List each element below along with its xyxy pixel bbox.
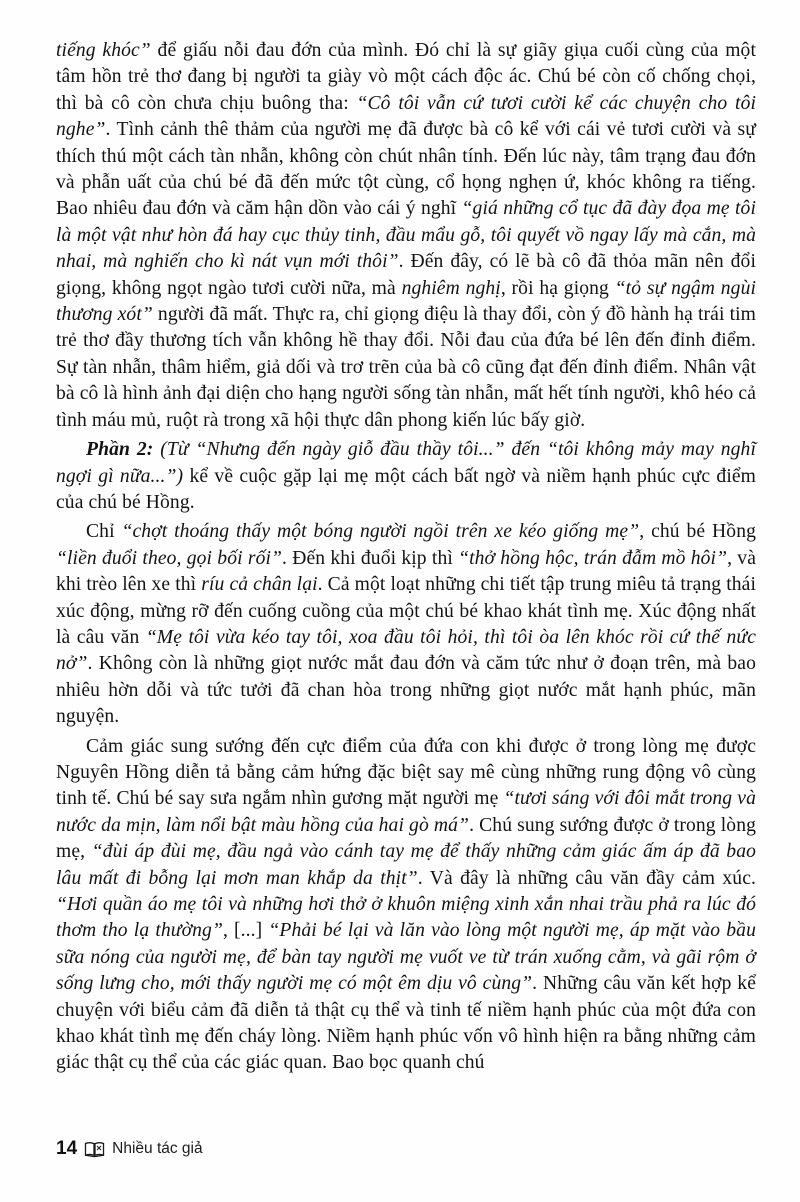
text-run: . Đến khi đuổi kịp thì	[282, 547, 459, 569]
text-run: “Cô tôi vẫn cứ tươi cười kể các chuyện cho tôi nghe”	[56, 92, 757, 141]
text-run: Phần 2:	[86, 439, 154, 461]
paragraph-2	[56, 437, 756, 516]
text-run: ríu cả chân lại	[201, 574, 318, 596]
text-run: . Những câu văn kết hợp kể chuyện với biểu cảm đã diễn tả thật cụ thể và tinh tế niềm hạnh phúc của một đứa con khao khát tình mẹ đến cháy lòng. Niềm hạnh phúc vốn vô hình hiện ra bằng những cảm giác thật cụ thể của các giác quan. Bao bọc quanh chú	[56, 973, 756, 1074]
text-run: . Đến đây, có lẽ bà cô đã thỏa mãn nên đổi giọng, không ngọt ngào tươi cười nữa, mà	[56, 251, 756, 299]
text-run: để giấu nỗi đau đớn của mình. Đó chỉ là sự giãy giụa cuối cùng của một tâm hồn trẻ thơ đang bị người ta giày vò một cách độc ác. Chú bé còn cố chống chọi, thì bà cô còn chưa chịu buông tha:	[56, 40, 756, 114]
text-run: “tươi sáng với đôi mắt trong và nước da mịn, làm nổi bật màu hồng của hai gò má”	[56, 788, 756, 836]
text-run: “thở hồng hộc, trán đẫm mồ hôi”	[458, 547, 728, 569]
text-run: Chỉ	[86, 521, 122, 543]
page-footer	[56, 1138, 203, 1160]
text-run: Cảm giác sung sướng đến cực điểm của đứa con khi được ở trong lòng mẹ được Nguyên Hồng diễn tả bằng cảm hứng đặc biệt say mê cùng những rung động vô cùng tinh tế. Chú bé say sưa ngắm nhìn gương mặt người mẹ	[56, 735, 756, 810]
text-run: . Cả một loạt những chi tiết tập trung miêu tả trạng thái xúc động, mừng rỡ đến cuống cuồng của một chú bé khao khát tình mẹ. Xúc động nhất là câu văn	[56, 574, 757, 648]
text-run: . Không còn là những giọt nước mắt đau đớn và căm tức như ở đoạn trên, mà bao nhiêu hờn dỗi và tức tưởi đã chan hòa trong những giọt nước mắt hạnh phúc, mãn nguyện.	[56, 653, 756, 728]
text-run: nghiêm nghị	[401, 277, 501, 299]
text-run: người đã mất. Thực ra, chỉ giọng điệu là thay đổi, còn ý đồ hành hạ trái tim trẻ thơ đầy thương tích vẫn không hề thay đổi. Nỗi đau của đứa bé lên đến đỉnh điểm. Sự tàn nhẫn, thâm hiểm, giả dối và trơ trẽn của bà cô cũng đạt đến đỉnh điểm. Nhân vật bà cô là hình ảnh đại diện cho hạng người sống tàn nhẫn, mất hết tính người, khô héo cả tình máu mủ, ruột rà trong xã hội thực dân phong kiến lúc bấy giờ.	[56, 304, 757, 431]
text-run: kể về cuộc gặp lại mẹ một cách bất ngờ và niềm hạnh phúc cực điểm của chú bé Hồng.	[56, 465, 757, 513]
text-run: (Từ “Nhưng đến ngày giỗ đầu thầy tôi...” đến “tôi không mảy may nghĩ ngợi gì nữa...”)	[56, 439, 756, 487]
page-body-text	[56, 38, 756, 1077]
text-run: “Hơi quần áo mẹ tôi và những hơi thở ở khuôn miệng xinh xắn nhai trầu phả ra lúc đó thơm tho lạ thường”	[56, 894, 756, 942]
text-run: , chú bé Hồng	[639, 521, 756, 543]
text-run: . Và đây là những câu văn đầy cảm xúc.	[417, 867, 756, 889]
text-run: . Tình cảnh thê thảm của người mẹ đã được bà cô kể với cái vẻ tươi cười và sự thích thú một cách tàn nhẫn, không còn chút nhân tính. Đến lúc này, tâm trạng đau đớn và phẫn uất của chú bé đã đến mức tột cùng, cổ họng nghẹn ứ, khóc không ra tiếng. Bao nhiêu đau đớn và căm hận dồn vào cái ý nghĩ	[56, 119, 756, 220]
text-run: , rồi hạ giọng	[500, 277, 615, 299]
footer-author-label: Nhiều tác giả	[112, 1140, 203, 1157]
text-run: . Chú sung sướng được ở trong lòng mẹ,	[56, 814, 756, 863]
paragraph-3	[56, 519, 756, 730]
text-run: “đùi áp đùi mẹ, đầu ngả vào cánh tay mẹ để thấy những cảm giác ấm áp đã bao lâu mất đi bỗng lại mơn man khắp da thịt”	[56, 841, 757, 889]
text-run: tiếng khóc”	[56, 40, 151, 61]
paragraph-1	[56, 38, 756, 434]
text-run: , [...]	[222, 920, 269, 942]
text-run: “giá những cổ tục đã đày đọa mẹ tôi là một vật như hòn đá hay cục thủy tinh, đầu mẩu gỗ, tôi quyết vồ ngay lấy mà cắn, mà nhai, mà nghiến cho kì nát vụn mới thôi”	[56, 198, 756, 273]
text-run: “Mẹ tôi vừa kéo tay tôi, xoa đầu tôi hỏi, thì tôi òa lên khóc rồi cứ thế nức nở”	[56, 626, 756, 675]
paragraph-4	[56, 734, 756, 1077]
text-run: , và khi trèo lên xe thì	[56, 547, 756, 596]
page-number: 14	[56, 1138, 78, 1159]
open-book-icon	[84, 1141, 105, 1158]
text-run: “liền đuổi theo, gọi bối rối”	[56, 547, 283, 569]
text-run: “Phải bé lại và lăn vào lòng một người mẹ, áp mặt vào bầu sữa nóng của người mẹ, để bàn tay người mẹ vuốt ve từ trán xuống cằm, và gãi rộm ở sống lưng cho, mới thấy người mẹ có một êm dịu vô cùng”	[56, 920, 756, 995]
text-run: “chợt thoáng thấy một bóng người ngồi trên xe kéo giống mẹ”	[121, 521, 640, 543]
text-run: “tỏ sự ngậm ngùi thương xót”	[56, 277, 757, 326]
